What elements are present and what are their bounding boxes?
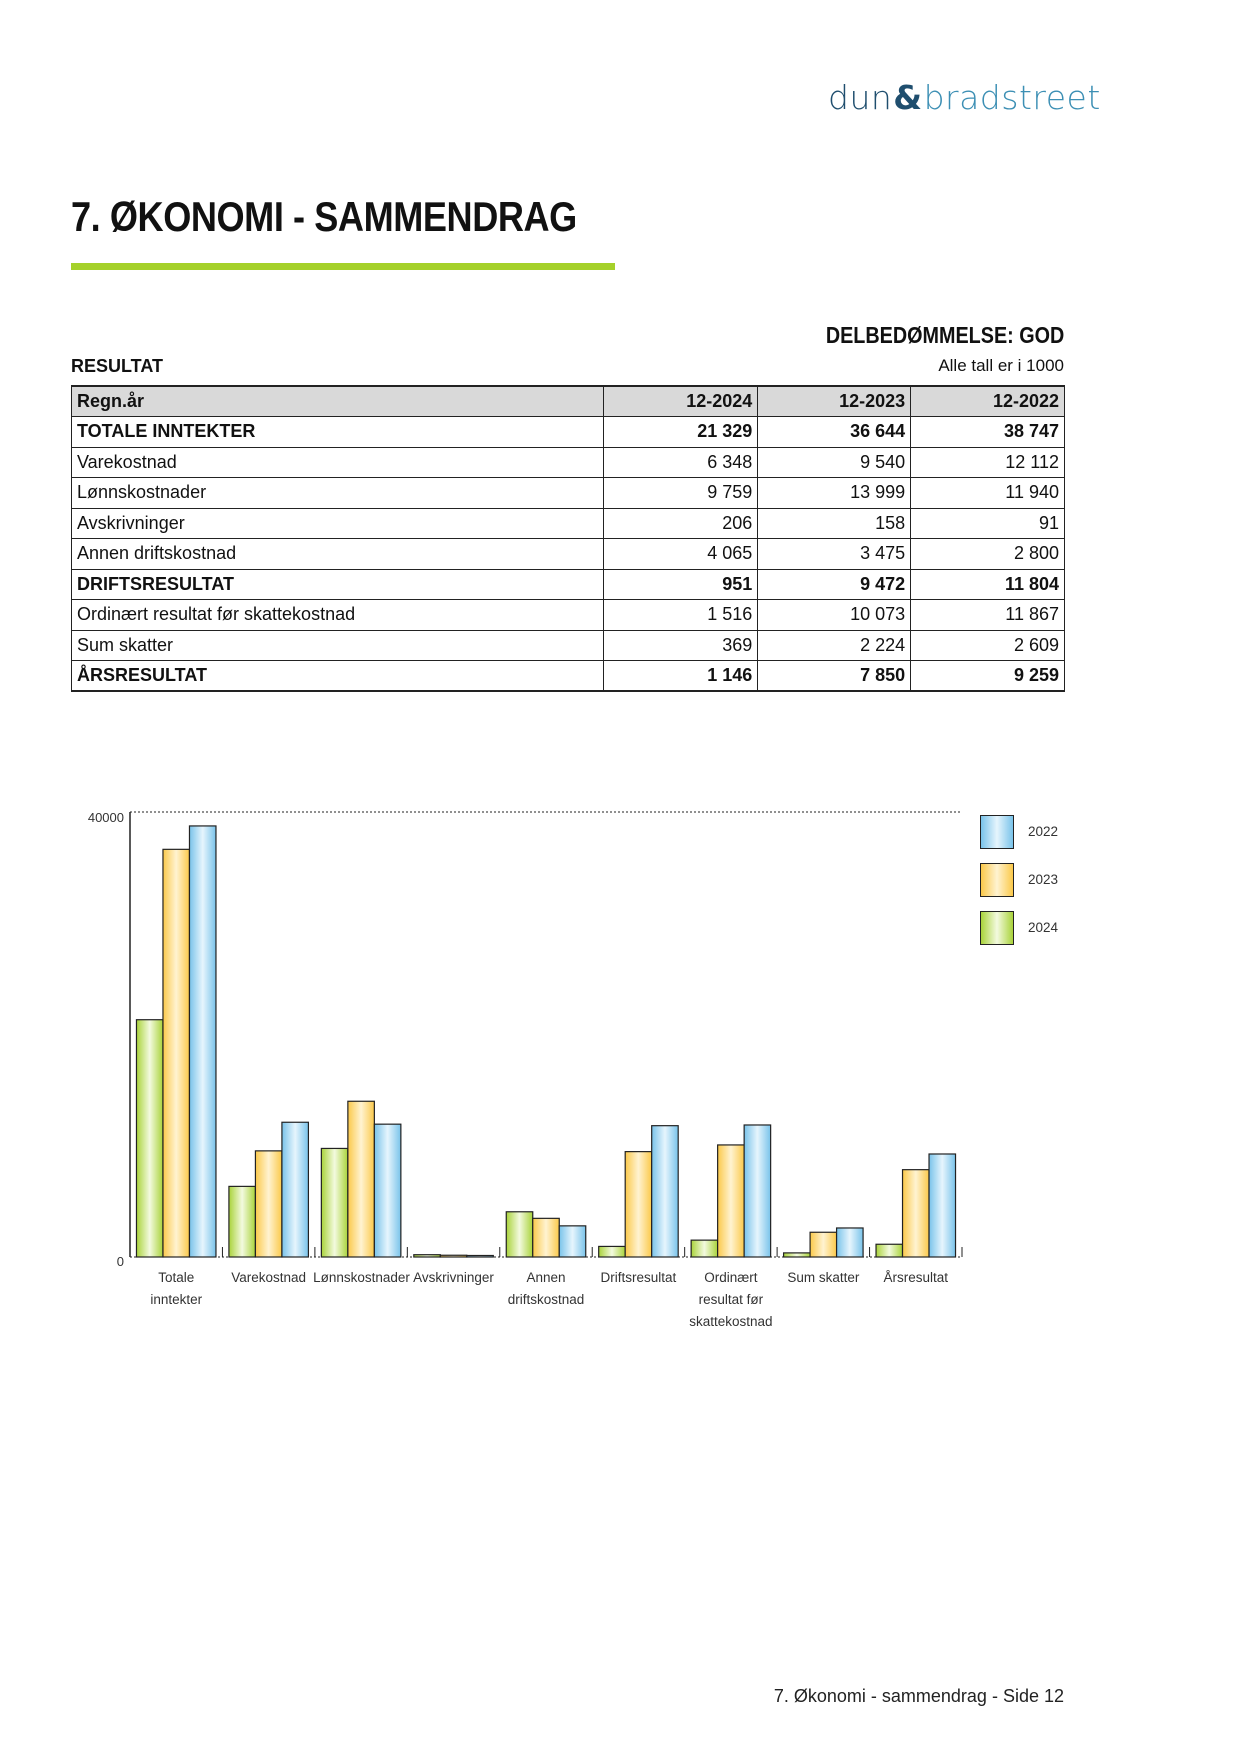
x-axis-label-line: inntekter: [150, 1292, 203, 1307]
bar-2024: [691, 1240, 718, 1257]
bar-2023: [440, 1255, 467, 1257]
cell-value: 12 112: [911, 447, 1065, 478]
row-label: Varekostnad: [72, 447, 604, 478]
bar-2022: [559, 1226, 586, 1257]
title-underline: [71, 263, 615, 270]
column-header-2023: 12-2023: [758, 386, 911, 417]
bar-2023: [718, 1145, 745, 1257]
row-label: Avskrivninger: [72, 508, 604, 539]
cell-value: 4 065: [604, 539, 758, 570]
table-row: [72, 508, 1065, 539]
cell-value: 6 348: [604, 447, 758, 478]
x-axis-label-line: driftskostnad: [507, 1292, 585, 1307]
legend-item-2023: [980, 863, 1080, 901]
bar-2023: [533, 1218, 560, 1257]
x-axis-label: [221, 1267, 317, 1289]
x-axis-label-line: Totale: [158, 1270, 195, 1285]
x-axis-label-line: Driftsresultat: [600, 1270, 677, 1285]
bar-2023: [163, 849, 190, 1257]
x-axis-label: [406, 1267, 502, 1289]
table-row: [72, 569, 1065, 600]
result-table: [71, 385, 1065, 692]
cell-value: 2 800: [911, 539, 1065, 570]
bar-2023: [810, 1232, 837, 1257]
unit-note: Alle tall er i 1000: [938, 356, 1064, 375]
bar-2024: [784, 1253, 811, 1257]
logo-text-bradstreet: bradstreet: [923, 78, 1101, 117]
bar-chart: [0, 800, 1241, 1360]
bar-2023: [348, 1101, 375, 1257]
column-header-year: Regn.år: [72, 386, 604, 417]
bar-2022: [282, 1122, 309, 1257]
x-axis-label: [683, 1267, 779, 1333]
x-axis-label: [128, 1267, 224, 1311]
cell-value: 9 472: [758, 569, 911, 600]
logo-ampersand-icon: &: [893, 78, 923, 117]
page-title: 7. ØKONOMI - SAMMENDRAG: [71, 193, 577, 240]
table-row: [72, 630, 1065, 661]
rating-heading: DELBEDØMMELSE: GOD: [825, 322, 1064, 348]
legend-label-2024: 2024: [1028, 920, 1059, 935]
logo-text-dun: dun: [828, 78, 893, 117]
bar-2022: [374, 1124, 401, 1257]
bar-2024: [599, 1246, 626, 1257]
page-footer: 7. Økonomi - sammendrag - Side 12: [773, 1686, 1064, 1706]
section-label: RESULTAT: [71, 356, 163, 376]
cell-value: 9 259: [911, 661, 1065, 692]
cell-value: 206: [604, 508, 758, 539]
x-axis-label: [868, 1267, 964, 1289]
bar-2022: [837, 1228, 864, 1257]
bar-2024: [876, 1244, 903, 1257]
x-axis-label: [590, 1267, 686, 1289]
bar-2024: [321, 1148, 348, 1257]
cell-value: 7 850: [758, 661, 911, 692]
cell-value: 369: [604, 630, 758, 661]
cell-value: 2 224: [758, 630, 911, 661]
cell-value: 951: [604, 569, 758, 600]
column-header-2024: 12-2024: [604, 386, 758, 417]
x-axis-label: [775, 1267, 871, 1289]
row-label: ÅRSRESULTAT: [72, 661, 604, 692]
bar-2023: [255, 1151, 282, 1257]
bar-2022: [744, 1125, 771, 1257]
x-axis-label: [313, 1267, 409, 1289]
legend-item-2024: [980, 911, 1080, 949]
table-row: [72, 661, 1065, 692]
table-row: [72, 539, 1065, 570]
cell-value: 11 804: [911, 569, 1065, 600]
x-axis-label-line: Lønnskostnader: [313, 1270, 410, 1285]
table-row: [72, 478, 1065, 509]
bar-2022: [929, 1154, 956, 1257]
cell-value: 91: [911, 508, 1065, 539]
table-row: [72, 417, 1065, 448]
row-label: Sum skatter: [72, 630, 604, 661]
row-label: Lønnskostnader: [72, 478, 604, 509]
cell-value: 11 940: [911, 478, 1065, 509]
row-label: Annen driftskostnad: [72, 539, 604, 570]
column-header-2022: 12-2022: [911, 386, 1065, 417]
bar-2022: [189, 826, 216, 1257]
row-label: TOTALE INNTEKTER: [72, 417, 604, 448]
x-axis-label-line: Sum skatter: [787, 1270, 860, 1285]
legend-swatch-2022: [980, 815, 1014, 849]
cell-value: 9 540: [758, 447, 911, 478]
bar-2023: [903, 1170, 930, 1257]
dun-bradstreet-logo: [828, 78, 1101, 117]
cell-value: 36 644: [758, 417, 911, 448]
row-label: Ordinært resultat før skattekostnad: [72, 600, 604, 631]
cell-value: 21 329: [604, 417, 758, 448]
bar-2023: [625, 1152, 652, 1257]
x-axis-label-line: Årsresultat: [883, 1270, 949, 1285]
x-axis-label-line: Avskrivninger: [413, 1270, 494, 1285]
cell-value: 158: [758, 508, 911, 539]
legend-item-2022: [980, 815, 1080, 853]
cell-value: 10 073: [758, 600, 911, 631]
legend-swatch-2023: [980, 863, 1014, 897]
cell-value: 38 747: [911, 417, 1065, 448]
cell-value: 13 999: [758, 478, 911, 509]
table-header-row: [72, 386, 1065, 417]
x-axis-label: [498, 1267, 594, 1311]
legend-label-2022: 2022: [1028, 824, 1059, 839]
cell-value: 1 516: [604, 600, 758, 631]
row-label: DRIFTSRESULTAT: [72, 569, 604, 600]
x-axis-label-line: Annen: [526, 1270, 566, 1285]
table-row: [72, 600, 1065, 631]
bar-2024: [506, 1212, 533, 1257]
y-tick-max: 40000: [87, 810, 124, 825]
bar-2024: [414, 1255, 441, 1257]
cell-value: 9 759: [604, 478, 758, 509]
y-tick-zero: 0: [116, 1254, 124, 1269]
legend-swatch-2024: [980, 911, 1014, 945]
x-axis-label-line: resultat før: [698, 1292, 764, 1307]
bar-2022: [652, 1126, 679, 1257]
x-axis-label-line: skattekostnad: [689, 1314, 773, 1329]
cell-value: 2 609: [911, 630, 1065, 661]
cell-value: 11 867: [911, 600, 1065, 631]
cell-value: 1 146: [604, 661, 758, 692]
x-axis-label-line: Varekostnad: [231, 1270, 307, 1285]
bar-2022: [467, 1256, 494, 1258]
table-row: [72, 447, 1065, 478]
x-axis-label-line: Ordinært: [704, 1270, 758, 1285]
bar-2024: [229, 1186, 256, 1257]
legend-label-2023: 2023: [1028, 872, 1059, 887]
cell-value: 3 475: [758, 539, 911, 570]
bar-2024: [136, 1020, 163, 1257]
